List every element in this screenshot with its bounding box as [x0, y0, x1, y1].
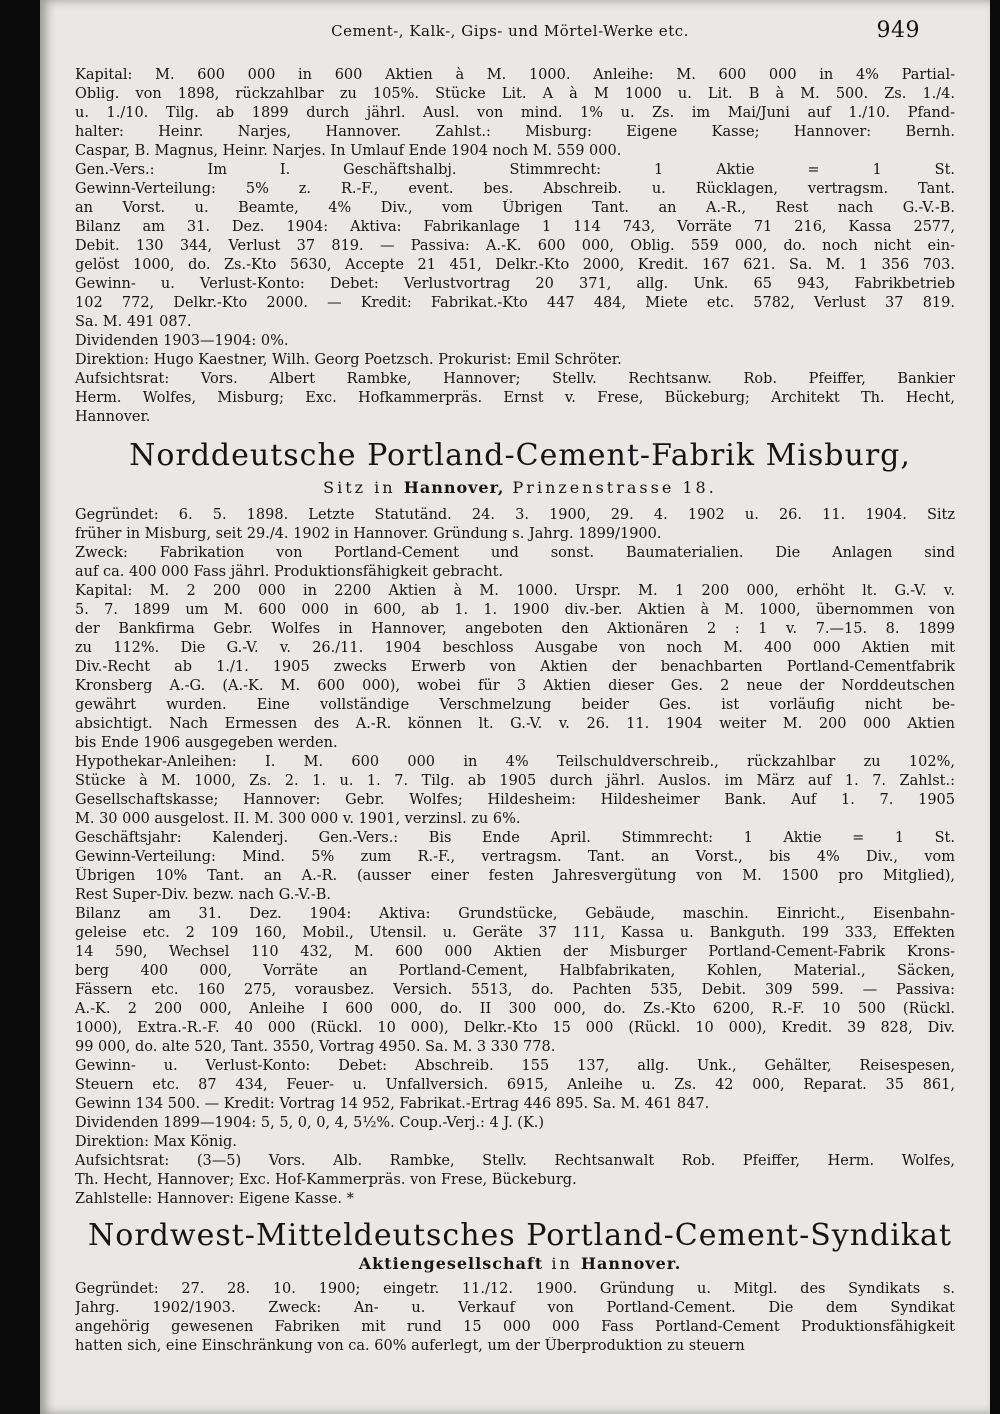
section1-heading: Norddeutsche Portland-Cement-Fabrik Misburg, — [129, 438, 911, 473]
text-line: Dividenden 1899—1904: 5, 5, 0, 0, 4, 5½%. Coup.-Verj.: 4 J. (K.) — [75, 1115, 545, 1131]
text-line: Gesellschaftskasse; Hannover: Gebr. Wolfes; Hildesheim: Hildesheimer Bank. Auf 1. 7. 1905 — [75, 792, 955, 808]
text-line: Direktion: Hugo Kaestner, Wilh. Georg Poetzsch. Prokurist: Emil Schröter. — [75, 352, 622, 368]
text-line: Kapital: M. 2 200 000 in 2200 Aktien à M. 1000. Urspr. M. 1 200 000, erhöht lt. G.-V. v. — [75, 583, 955, 599]
text-line: halter: Heinr. Narjes, Hannover. Zahlst.: Misburg: Eigene Kasse; Hannover: Bernh. — [75, 124, 955, 140]
text-line: absichtigt. Nach Ermessen des A.-R. können lt. G.-V. v. 26. 11. 1904 weiter M. 200 000 Aktien — [75, 716, 955, 732]
text-line: Debit. 130 344, Verlust 37 819. — Passiva: A.-K. 600 000, Oblig. 559 000, do. noch nicht ein- — [75, 238, 955, 254]
text-line: Übrigen 10% Tant. an A.-R. (ausser einer festen Jahresvergütung von M. 1500 pro Mitglied), — [75, 868, 955, 884]
text-line: 1000), Extra.-R.-F. 40 000 (Rückl. 10 000), Delkr.-Kto 15 000 (Rückl. 10 000), Kredit. 39 828, Div. — [75, 1020, 955, 1036]
text-line: Kronsberg A.-G. (A.-K. M. 600 000), wobei für 3 Aktien dieser Ges. 2 neue der Norddeutschen — [75, 678, 955, 694]
text-line: Gegründet: 6. 5. 1898. Letzte Statutänd. 24. 3. 1900, 29. 4. 1902 u. 26. 11. 1904. Sitz — [75, 507, 955, 523]
text-line: 5. 7. 1899 um M. 600 000 in 600, ab 1. 1. 1900 div.-ber. Aktien à M. 1000, übernommen von — [75, 602, 955, 618]
text-line: Div.-Recht ab 1./1. 1905 zwecks Erwerb von Aktien der benachbarten Portland-Cementfabrik — [75, 659, 955, 675]
text-line: Gewinn-Verteilung: 5% z. R.-F., event. bes. Abschreib. u. Rücklagen, vertragsm. Tant. — [75, 181, 955, 197]
text-line: Zweck: Fabrikation von Portland-Cement und sonst. Baumaterialien. Die Anlagen sind — [75, 545, 955, 561]
text-line: Sa. M. 491 087. — [75, 314, 192, 330]
text-line: Gen.-Vers.: Im I. Geschäftshalbj. Stimmrecht: 1 Aktie = 1 St. — [75, 162, 955, 178]
text-line: Direktion: Max König. — [75, 1134, 237, 1150]
text-line: zu 112%. Die G.-V. v. 26./11. 1904 beschloss Ausgabe von noch M. 400 000 Aktien mit — [75, 640, 955, 656]
text-line: u. 1./10. Tilg. ab 1899 durch jährl. Ausl. von mind. 1% u. Zs. im Mai/Juni auf 1./10. Pfand- — [75, 105, 955, 121]
section2-subheading — [80, 1254, 960, 1273]
text-line: der Bankfirma Gebr. Wolfes in Hannover, angeboten den Aktionären 2 : 1 v. 7.—15. 8. 1899 — [75, 621, 955, 637]
text-line: Gewinn 134 500. — Kredit: Vortrag 14 952, Fabrikat.-Ertrag 446 895. Sa. M. 461 847. — [75, 1096, 710, 1112]
section1-sub-prefix: Sitz in — [323, 478, 396, 497]
text-line: 102 772, Delkr.-Kto 2000. — Kredit: Fabrikat.-Kto 447 484, Miete etc. 5782, Verlust 37 819. — [75, 295, 955, 311]
text-line: Gegründet: 27. 28. 10. 1900; eingetr. 11./12. 1900. Gründung u. Mitgl. des Syndikats s. — [75, 1281, 955, 1297]
text-line: gelöst 1000, do. Zs.-Kto 5630, Accepte 21 451, Delkr.-Kto 2000, Kredit. 167 621. Sa. M. 1 356 703. — [75, 257, 955, 273]
text-line: Steuern etc. 87 434, Feuer- u. Unfallversich. 6915, Anleihe u. Zs. 42 000, Reparat. 35 861, — [75, 1077, 955, 1093]
section2-heading: Nordwest-Mitteldeutsches Portland-Cement-Syndikat — [88, 1218, 952, 1253]
text-line: Gewinn- u. Verlust-Konto: Debet: Verlustvortrag 20 371, allg. Unk. 65 943, Fabrikbetrieb — [75, 276, 955, 292]
text-line: Zahlstelle: Hannover: Eigene Kasse. * — [75, 1191, 354, 1207]
text-line: Dividenden 1903—1904: 0%. — [75, 333, 289, 349]
top-entry-block — [75, 66, 955, 427]
section2-body — [75, 1280, 955, 1356]
text-line: Hypothekar-Anleihen: I. M. 600 000 in 4% Teilschuldverschreib., rückzahlbar zu 102%, — [75, 754, 955, 770]
text-line: angehörig gewesenen Fabriken mit rund 15 000 000 Fass Portland-Cement Produktionsfähigkeit — [75, 1319, 955, 1335]
text-line: Gewinn- u. Verlust-Konto: Debet: Abschreib. 155 137, allg. Unk., Gehälter, Reisespesen, — [75, 1058, 955, 1074]
text-line: Th. Hecht, Hannover; Exc. Hof-Kammerpräs. von Frese, Bückeburg. — [75, 1172, 577, 1188]
text-line: Fässern etc. 160 275, vorausbez. Versich. 5513, do. Pachten 535, Debit. 309 599. — Passiva: — [75, 982, 955, 998]
text-line: Oblig. von 1898, rückzahlbar zu 105%. Stücke Lit. A à M 1000 u. Lit. B à M. 500. Zs. 1./4. — [75, 86, 955, 102]
text-line: M. 30 000 ausgelost. II. M. 300 000 v. 1901, verzinsl. zu 6%. — [75, 811, 521, 827]
text-line: Bilanz am 31. Dez. 1904: Aktiva: Grundstücke, Gebäude, maschin. Einricht., Eisenbahn- — [75, 906, 955, 922]
text-line: Bilanz am 31. Dez. 1904: Aktiva: Fabrikanlage 1 114 743, Vorräte 71 216, Kassa 2577, — [75, 219, 955, 235]
section1-body — [75, 506, 955, 1209]
text-line: Rest Super-Div. bezw. nach G.-V.-B. — [75, 887, 331, 903]
text-line: bis Ende 1906 ausgegeben werden. — [75, 735, 338, 751]
text-line: auf ca. 400 000 Fass jährl. Produktionsfähigkeit gebracht. — [75, 564, 504, 580]
text-line: Hannover. — [75, 409, 151, 425]
section1-sub-city: Hannover, — [403, 478, 505, 497]
text-line: berg 400 000, Vorräte an Portland-Cement, Halbfabrikaten, Kohlen, Material., Säcken, — [75, 963, 955, 979]
document-page — [40, 0, 990, 1414]
text-line: früher in Misburg, seit 29./4. 1902 in Hannover. Gründung s. Jahrg. 1899/1900. — [75, 526, 662, 542]
running-header-title: Cement-, Kalk-, Gips- und Mörtel-Werke etc. — [331, 22, 689, 40]
text-line: Caspar, B. Magnus, Heinr. Narjes. In Umlauf Ende 1904 noch M. 559 000. — [75, 143, 622, 159]
text-line: gewährt wurden. Eine vollständige Verschmelzung beider Ges. ist vorläufig nicht be- — [75, 697, 955, 713]
section2-sub-mid: in — [551, 1254, 573, 1273]
text-line: Kapital: M. 600 000 in 600 Aktien à M. 1000. Anleihe: M. 600 000 in 4% Partial- — [75, 67, 955, 83]
section2-sub-prefix: Aktiengesellschaft — [358, 1254, 544, 1273]
text-line: an Vorst. u. Beamte, 4% Div., vom Übrigen Tant. an A.-R., Rest nach G.-V.-B. — [75, 200, 955, 216]
text-line: A.-K. 2 200 000, Anleihe I 600 000, do. II 300 000, do. Zs.-Kto 6200, R.-F. 10 500 (Rückl. — [75, 1001, 955, 1017]
section1-sub-suffix: Prinzenstrasse 18. — [512, 478, 717, 497]
text-line: Stücke à M. 1000, Zs. 2. 1. u. 1. 7. Tilg. ab 1905 durch jährl. Auslos. im März auf 1. 7. Zahlst.: — [75, 773, 955, 789]
text-line: Aufsichtsrat: Vors. Albert Rambke, Hannover; Stellv. Rechtsanw. Rob. Pfeiffer, Bankier — [75, 371, 955, 387]
text-line: Gewinn-Verteilung: Mind. 5% zum R.-F., vertragsm. Tant. an Vorst., bis 4% Div., vom — [75, 849, 955, 865]
text-line: geleise etc. 2 109 160, Mobil., Utensil. u. Geräte 37 111, Kassa u. Bankguth. 199 333, Effekten — [75, 925, 955, 941]
text-line: Geschäftsjahr: Kalenderj. Gen.-Vers.: Bis Ende April. Stimmrecht: 1 Aktie = 1 St. — [75, 830, 955, 846]
text-line: 14 590, Wechsel 110 432, M. 600 000 Aktien der Misburger Portland-Cement-Fabrik Krons- — [75, 944, 955, 960]
section1-subheading — [80, 478, 960, 497]
text-line: Aufsichtsrat: (3—5) Vors. Alb. Rambke, Stellv. Rechtsanwalt Rob. Pfeiffer, Herm. Wolfes, — [75, 1153, 955, 1169]
text-line: Herm. Wolfes, Misburg; Exc. Hofkammerpräs. Ernst v. Frese, Bückeburg; Architekt Th. Hecht, — [75, 390, 955, 406]
text-line: Jahrg. 1902/1903. Zweck: An- u. Verkauf von Portland-Cement. Die dem Syndikat — [75, 1300, 955, 1316]
text-line: hatten sich, eine Einschränkung von ca. 60% auferlegt, um der Überproduktion zu steuern — [75, 1338, 745, 1354]
section2-sub-city: Hannover. — [580, 1254, 682, 1273]
text-line: 99 000, do. alte 520, Tant. 3550, Vortrag 4950. Sa. M. 3 330 778. — [75, 1039, 556, 1055]
running-header — [100, 18, 920, 48]
page-number: 949 — [876, 18, 920, 43]
